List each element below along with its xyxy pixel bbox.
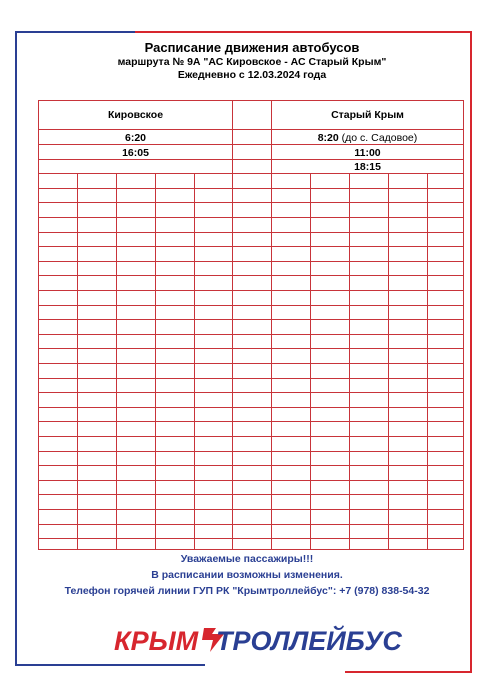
route-line: маршрута № 9А "АС Кировское - АС Старый Крым" bbox=[117, 56, 387, 68]
logo-text-trolleybus: ТРОЛЛЕЙБУС bbox=[216, 626, 402, 656]
notice-hotline: Телефон горячей линии ГУП РК "Крымтроллейбус": +7 (978) 838-54-32 bbox=[64, 585, 430, 597]
notice-changes: В расписании возможны изменения. bbox=[151, 569, 343, 581]
departure-stary-krym-2: 11:00 bbox=[354, 147, 381, 159]
table-subcolumn-divider bbox=[77, 173, 78, 549]
table-row-divider bbox=[39, 188, 463, 189]
table-row-divider bbox=[39, 465, 463, 466]
table-row-divider bbox=[39, 202, 463, 203]
departure-time: 8:20 bbox=[317, 132, 339, 144]
table-row-divider bbox=[39, 305, 463, 306]
table-subcolumn-divider bbox=[116, 173, 117, 549]
krymtrolleybus-logo bbox=[112, 622, 402, 658]
table-row-divider bbox=[39, 524, 463, 525]
table-subcolumn-divider bbox=[388, 173, 389, 549]
table-row-divider bbox=[39, 290, 463, 291]
frame-left-border bbox=[15, 31, 17, 666]
table-row-divider bbox=[39, 232, 463, 233]
schedule-table bbox=[38, 100, 464, 550]
frame-bottom-border bbox=[15, 664, 205, 666]
table-subcolumn-divider bbox=[155, 173, 156, 549]
departure-note: (до с. Садовое) bbox=[338, 132, 418, 144]
table-row-divider bbox=[39, 246, 463, 247]
table-row-divider bbox=[39, 421, 463, 422]
table-row-divider bbox=[39, 144, 463, 145]
notice-greeting: Уважаемые пассажиры!!! bbox=[180, 553, 314, 565]
table-column-divider bbox=[271, 101, 272, 549]
table-subcolumn-divider bbox=[349, 173, 350, 549]
table-row-divider bbox=[39, 378, 463, 379]
departure-stary-krym-3: 18:15 bbox=[354, 161, 381, 173]
table-row-divider bbox=[39, 363, 463, 364]
table-row-divider bbox=[39, 159, 463, 160]
table-row-divider bbox=[39, 392, 463, 393]
schedule-period: Ежедневно с 12.03.2024 года bbox=[177, 69, 327, 81]
logo-text-krym: КРЫМ bbox=[114, 626, 199, 656]
table-subcolumn-divider bbox=[310, 173, 311, 549]
table-row-divider bbox=[39, 480, 463, 481]
table-row-divider bbox=[39, 217, 463, 218]
table-row-divider bbox=[39, 451, 463, 452]
column-header-kirovskoe: Кировское bbox=[107, 109, 164, 121]
table-row-divider bbox=[39, 407, 463, 408]
table-row-divider bbox=[39, 509, 463, 510]
table-subcolumn-divider bbox=[194, 173, 195, 549]
table-row-divider bbox=[39, 261, 463, 262]
departure-kirovskoe-1: 6:20 bbox=[124, 132, 146, 144]
schedule-header bbox=[40, 40, 464, 82]
page-title: Расписание движения автобусов bbox=[144, 40, 360, 55]
table-row-divider bbox=[39, 319, 463, 320]
frame-top-accent bbox=[15, 31, 135, 33]
table-column-divider bbox=[232, 101, 233, 549]
departure-kirovskoe-2: 16:05 bbox=[122, 147, 149, 159]
table-row-divider bbox=[39, 173, 463, 174]
table-row-divider bbox=[39, 348, 463, 349]
table-subcolumn-divider bbox=[427, 173, 428, 549]
table-row-divider bbox=[39, 334, 463, 335]
table-row-divider bbox=[39, 538, 463, 539]
frame-bottom-accent bbox=[345, 671, 472, 673]
table-row-divider bbox=[39, 436, 463, 437]
column-header-stary-krym: Старый Крым bbox=[331, 109, 404, 121]
table-row-divider bbox=[39, 494, 463, 495]
table-row-divider bbox=[39, 275, 463, 276]
table-row-divider bbox=[39, 129, 463, 130]
